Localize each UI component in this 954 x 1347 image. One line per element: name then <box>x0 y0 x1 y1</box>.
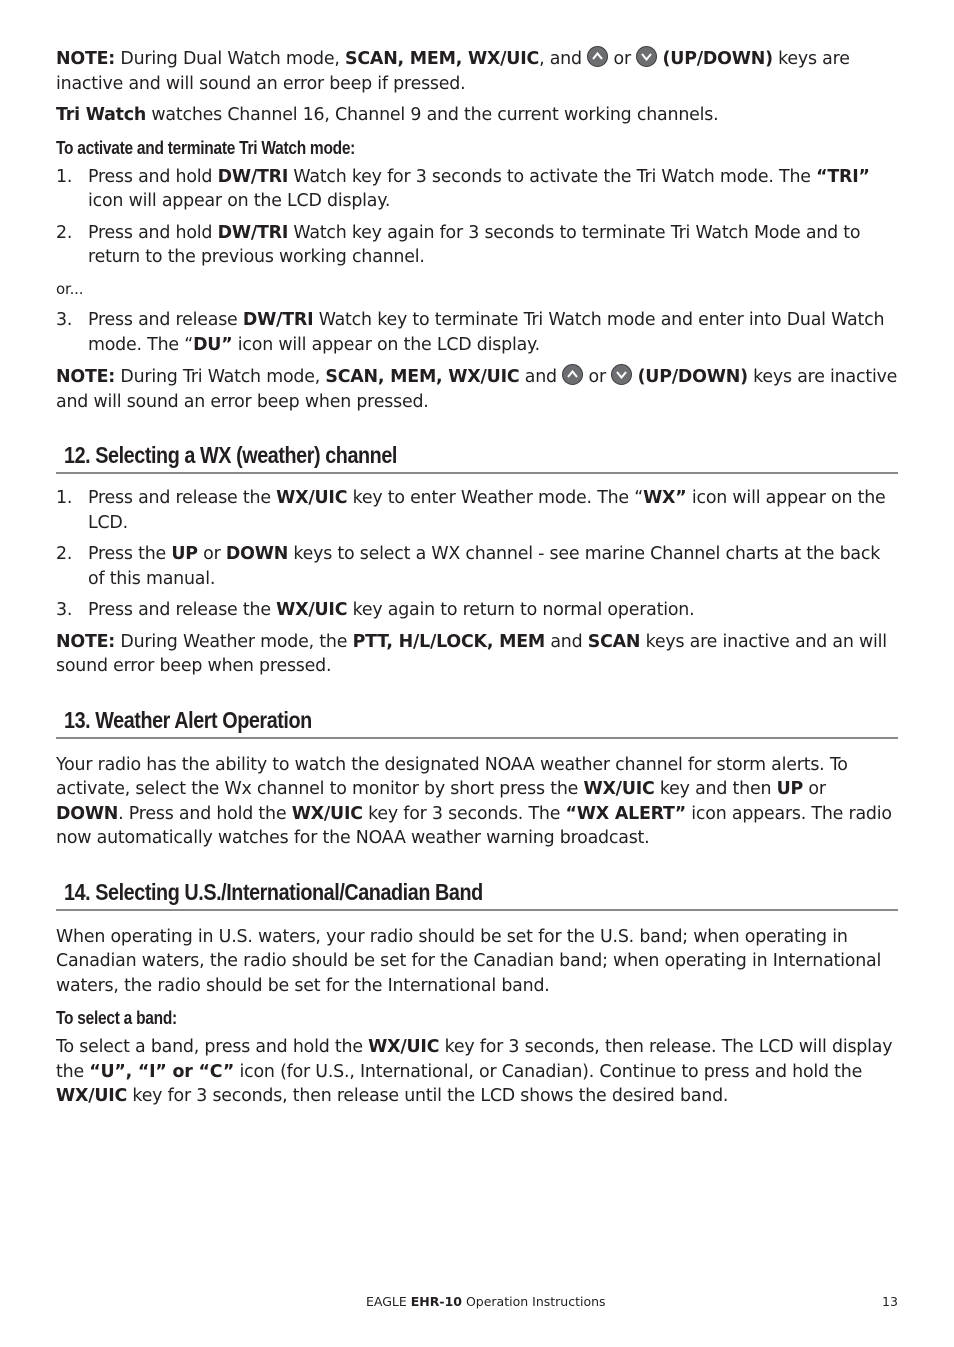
select-band-subhead: To select a band: <box>56 1008 177 1028</box>
tri-watch-steps <box>56 165 898 270</box>
up-arrow-icon <box>562 364 583 385</box>
select-band-paragraph: To select a band, press and hold the WX/UIC key for 3 seconds, then release. The LCD will display the “U”, “I” or “C” icon (for U.S., International, or Canadian). Continue to press and hold the WX/UIC key for 3 seconds, then release until the LCD shows the desired band. <box>56 1037 893 1106</box>
list-item: 1. Press and release the WX/UIC key to enter Weather mode. The “WX” icon will appear on the LCD. <box>56 488 886 533</box>
list-item: 3. Press and release the WX/UIC key again to return to normal operation. <box>56 600 695 620</box>
manual-page <box>56 46 898 1109</box>
section-13-heading: 13. Weather Alert Operation <box>56 705 898 739</box>
tri-watch-intro: Tri Watch watches Channel 16, Channel 9 and the current working channels. <box>56 105 719 125</box>
section-14-heading: 14. Selecting U.S./International/Canadian Band <box>56 877 898 911</box>
band-intro: When operating in U.S. waters, your radio should be set for the U.S. band; when operating in Canadian waters, the radio should be set for the Canadian band; when operating in International waters, the radio should be set for the International band. <box>56 926 882 996</box>
section-12-steps <box>56 486 898 623</box>
tri-watch-note: NOTE: During Tri Watch mode, SCAN, MEM, WX/UIC and or (UP/DOWN) keys are inactive and will sound an error beep when pressed. <box>56 364 898 414</box>
weather-mode-note: NOTE: During Weather mode, the PTT, H/L/LOCK, MEM and SCAN keys are inactive and an will sound error beep when pressed. <box>56 631 887 676</box>
list-item: 3. Press and release DW/TRI Watch key to terminate Tri Watch mode and enter into Dual Watch mode. The “DU” icon will appear on the LCD display. <box>56 310 885 355</box>
list-item: 2. Press the UP or DOWN keys to select a WX channel - see marine Channel charts at the back of this manual. <box>56 544 881 589</box>
or-text: or... <box>56 279 84 298</box>
section-12-heading: 12. Selecting a WX (weather) channel <box>56 440 898 474</box>
weather-alert-paragraph: Your radio has the ability to watch the designated NOAA weather channel for storm alerts. To activate, select the Wx channel to monitor by short press the WX/UIC key and then UP or DOWN. Press and hold the WX/UIC key for 3 seconds. The “WX ALERT” icon appears. The radio now automatically watches for the NOAA weather warning broadcast. <box>56 754 892 848</box>
footer-title: EAGLE EHR-10 Operation Instructions <box>366 1294 606 1309</box>
page-number: 13 <box>882 1294 898 1309</box>
list-item: 1. Press and hold DW/TRI Watch key for 3 seconds to activate the Tri Watch mode. The “TRI” icon will appear on the LCD display. <box>56 166 870 211</box>
dual-watch-note: NOTE: During Dual Watch mode, SCAN, MEM, WX/UIC, and or (UP/DOWN) keys are inactive and will sound an error beep if pressed. <box>56 46 898 96</box>
down-arrow-icon <box>636 46 657 67</box>
up-arrow-icon <box>587 46 608 67</box>
tri-watch-steps-continued <box>56 308 898 357</box>
tri-watch-subhead: To activate and terminate Tri Watch mode: <box>56 137 356 158</box>
down-arrow-icon <box>611 364 632 385</box>
list-item: 2. Press and hold DW/TRI Watch key again for 3 seconds to terminate Tri Watch Mode and to return to the previous working channel. <box>56 222 861 267</box>
